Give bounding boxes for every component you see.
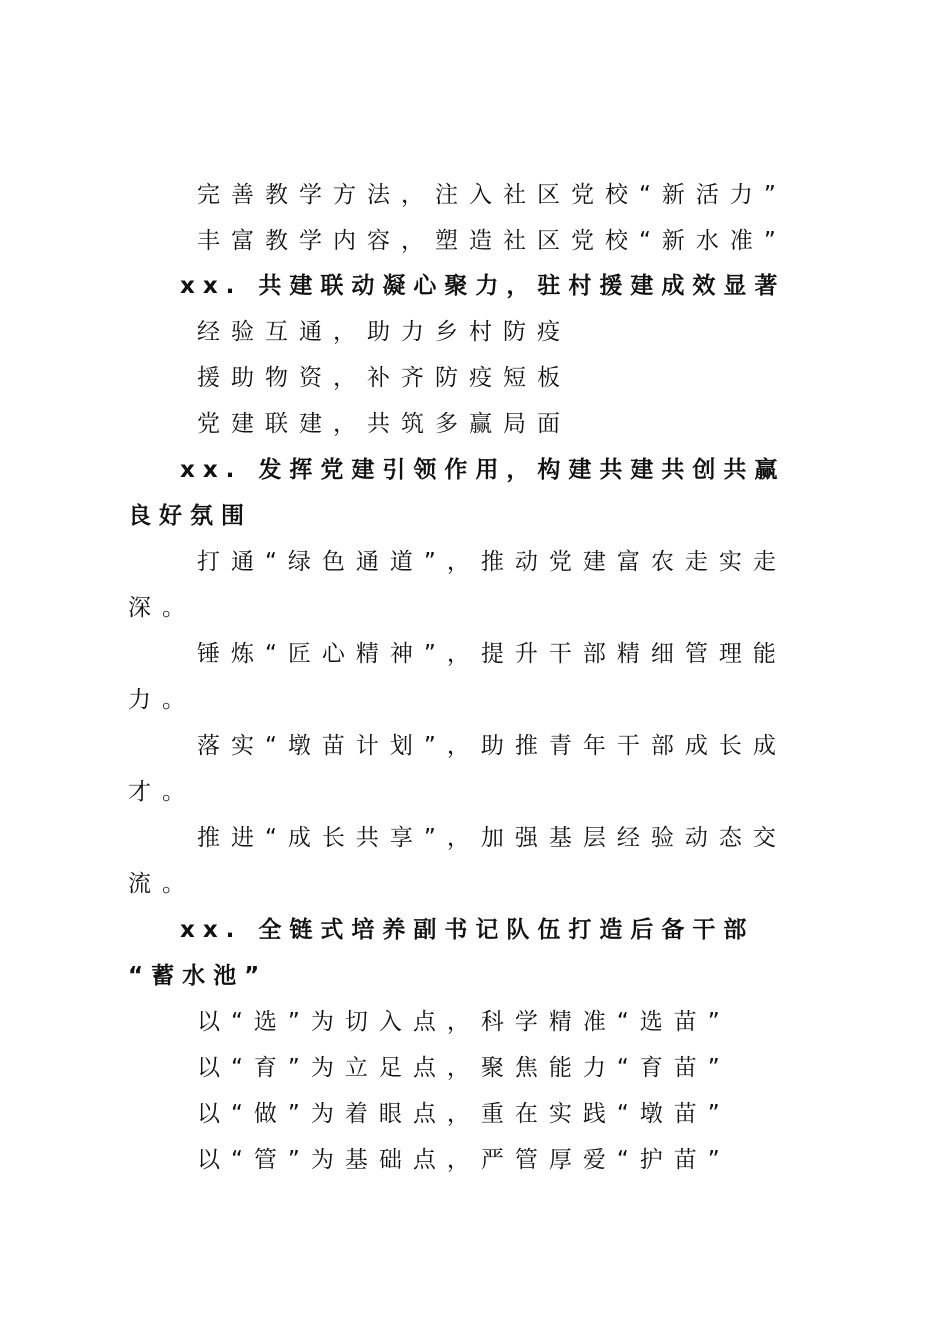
body-line: 丰富教学内容，塑造社区党校“新水准” [197,228,787,254]
body-line-continuation: 流。 [128,871,196,897]
section-heading-continuation: “蓄水池” [128,963,268,989]
body-line-continuation: 深。 [128,595,196,621]
body-line: 落实“墩苗计划”，助推青年干部成长成 [197,733,787,759]
section-heading-continuation: 良好氛围 [128,503,252,529]
body-line: 以“管”为基础点，严管厚爱“护苗” [197,1147,731,1173]
section-heading: xx. 发挥党建引领作用，构建共建共创共赢 [180,457,786,483]
body-line: 援助物资，补齐防疫短板 [197,365,571,391]
body-line: 党建联建，共筑多赢局面 [197,411,571,437]
section-heading: xx. 全链式培养副书记队伍打造后备干部 [180,917,755,943]
body-line: 经验互通，助力乡村防疫 [197,319,571,345]
body-line: 完善教学方法，注入社区党校“新活力” [197,182,787,208]
body-line: 推进“成长共享”，加强基层经验动态交 [197,825,787,851]
body-line: 以“育”为立足点，聚焦能力“育苗” [197,1055,731,1081]
body-line: 锤炼“匠心精神”，提升干部精细管理能 [197,641,787,667]
body-line: 打通“绿色通道”，推动党建富农走实走 [197,549,787,575]
body-line-continuation: 才。 [128,779,196,805]
section-heading: xx. 共建联动凝心聚力，驻村援建成效显著 [180,273,786,299]
body-line: 以“做”为着眼点，重在实践“墩苗” [197,1101,731,1127]
body-line: 以“选”为切入点，科学精准“选苗” [197,1009,731,1035]
body-line-continuation: 力。 [128,687,196,713]
